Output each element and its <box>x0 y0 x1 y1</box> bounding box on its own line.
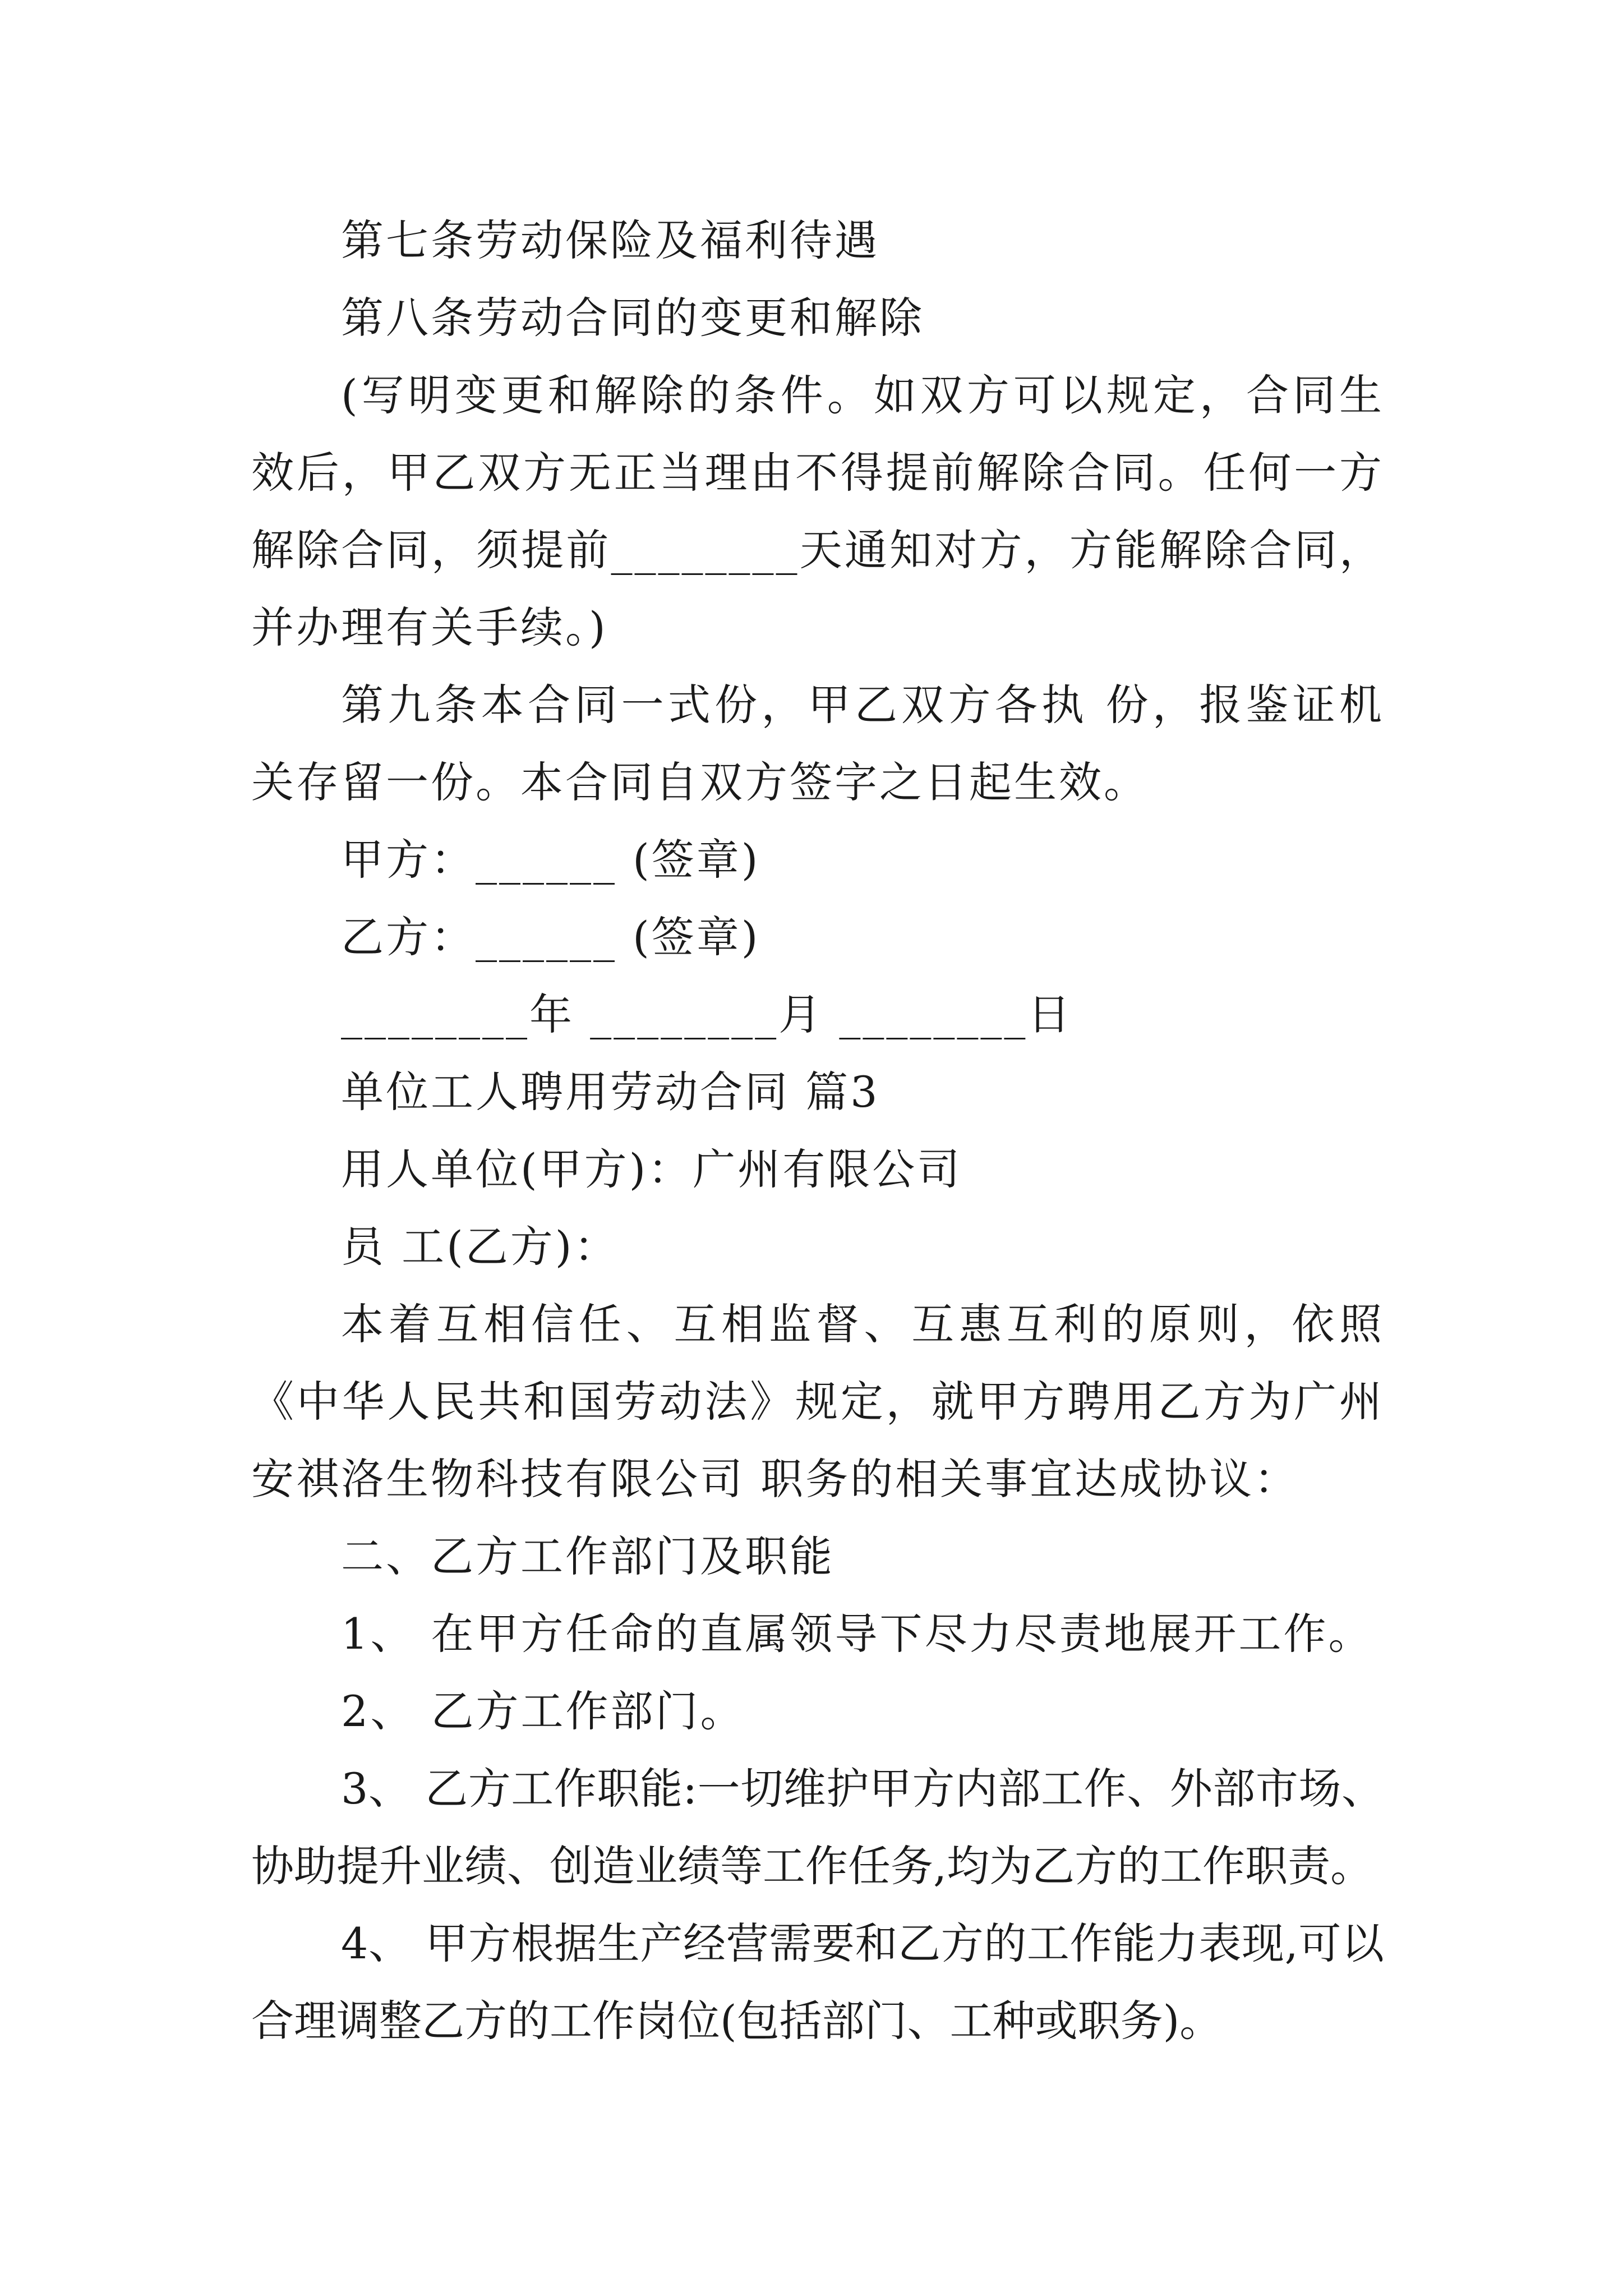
clause-4: 4、 甲方根据生产经营需要和乙方的工作能力表现,可以合理调整乙方的工作岗位(包括部门、工种或职务)。 <box>251 1918 1384 2046</box>
date-line: ________年 ________月 ________日 <box>341 990 1073 1039</box>
party-a-signature-line: 甲方：______ (签章) <box>341 835 760 885</box>
article-7-heading: 第七条劳动保险及福利待遇 <box>341 215 879 265</box>
article-9-text: 第九条本合同一式份，甲乙双方各执 份，报鉴证机关存留一份。本合同自双方签字之日起生效。 <box>251 680 1384 807</box>
party-b-signature-line: 乙方：______ (签章) <box>341 912 760 962</box>
article-8-heading: 第八条劳动合同的变更和解除 <box>341 293 924 343</box>
contract-3-title: 单位工人聘用劳动合同 篇3 <box>341 1067 880 1117</box>
clause-3: 3、 乙方工作职能:一切维护甲方内部工作、外部市场、协助提升业绩、创造业绩等工作任务,均为乙方的工作职责。 <box>251 1764 1384 1891</box>
employer-line: 用人单位(甲方)：广州有限公司 <box>341 1144 962 1194</box>
clause-2: 2、 乙方工作部门。 <box>341 1686 745 1736</box>
section-2-heading: 二、乙方工作部门及职能 <box>341 1531 834 1581</box>
employee-line: 员 工(乙方)： <box>341 1222 619 1272</box>
clause-1: 1、 在甲方任命的直属领导下尽力尽责地展开工作。 <box>341 1609 1373 1659</box>
article-8-note: (写明变更和解除的条件。如双方可以规定，合同生效后，甲乙双方无正当理由不得提前解除合同。任何一方解除合同，须提前________天通知对方，方能解除合同，并办理有关手续。) <box>251 370 1384 652</box>
document-body <box>251 202 1384 2060</box>
preamble-paragraph: 本着互相信任、互相监督、互惠互利的原则，依照《中华人民共和国劳动法》规定，就甲方聘用乙方为广州安祺洛生物科技有限公司 职务的相关事宜达成协议： <box>251 1299 1384 1504</box>
